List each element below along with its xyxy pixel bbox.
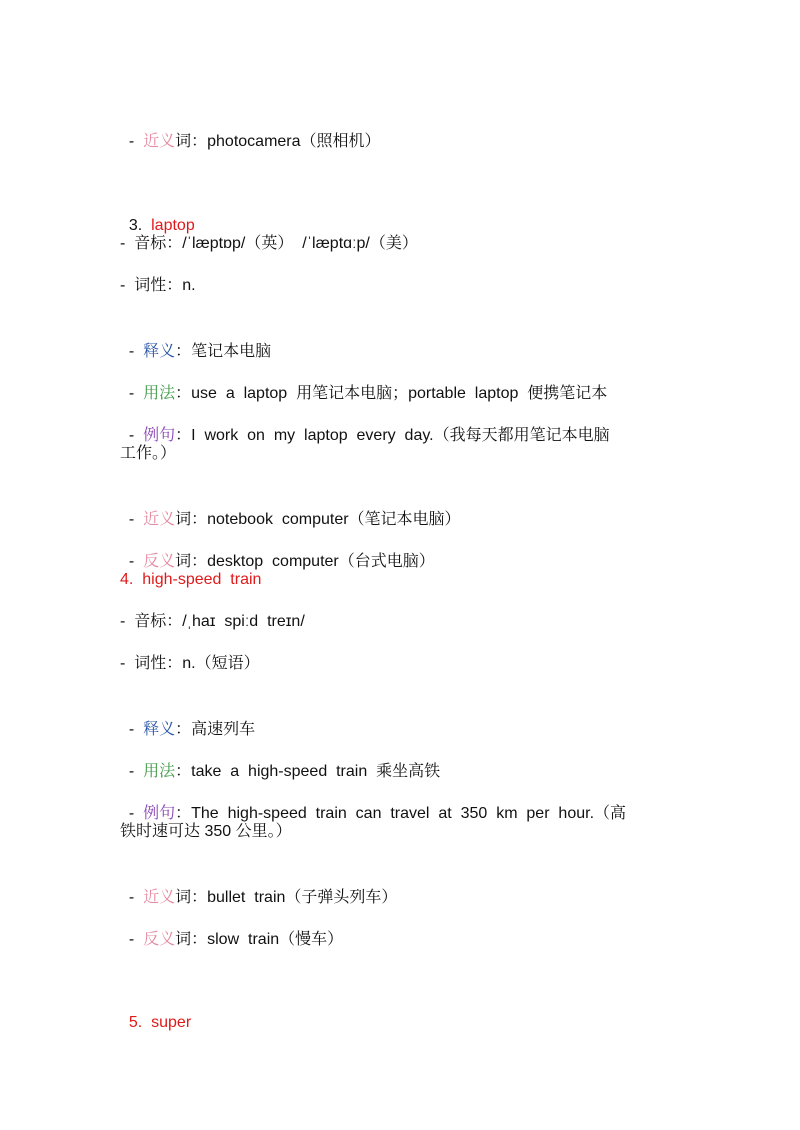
dash: - [128,931,144,948]
dash: - [128,721,144,738]
usage-text: ：take a high-speed train 乘坐高铁 [175,763,441,780]
dash: - [128,133,144,150]
synonym-label: 近义 [143,511,176,528]
laptop-synonym [120,484,461,532]
example-text: ：I work on my laptop every day.（我每天都用笔记本电脑 [175,427,610,444]
definition-label: 释义 [143,343,176,360]
antonym-label: 反义 [143,931,176,948]
dash: - [128,343,144,360]
laptop-usage [120,358,607,406]
dash: - [128,763,144,780]
section-word: laptop [151,217,195,234]
laptop-phonetic: - 音标：/ˈlæptɒp/（英） /ˈlæptɑːp/（美） [120,235,418,252]
dash: - [128,889,144,906]
dash: - [128,805,144,822]
train-definition [120,694,255,742]
section-3-title [120,190,195,238]
laptop-example [120,400,610,448]
dash: - [128,553,144,570]
definition-text: ：笔记本电脑 [175,343,272,360]
example-label: 例句 [143,805,176,822]
synonym-text: 词：photocamera（照相机） [175,133,381,150]
train-phonetic: - 音标：/ˌhaɪ spiːd treɪn/ [120,613,305,630]
example-label: 例句 [143,427,176,444]
train-example-continued: 铁时速可达 350 公里。） [120,823,292,840]
train-example [120,778,626,826]
section-number: 3. [128,217,152,234]
section-5-title [120,987,191,1035]
antonym-text: 词：slow train（慢车） [175,931,344,948]
example-text: ：The high-speed train can travel at 350 km per hour.（高 [175,805,627,822]
laptop-antonym [120,526,435,574]
synonym-label: 近义 [143,889,176,906]
laptop-definition [120,316,271,364]
synonym-text: 词：notebook computer（笔记本电脑） [175,511,461,528]
dash: - [128,385,144,402]
synonym-label: 近义 [143,133,176,150]
train-antonym [120,904,343,952]
laptop-example-continued: 工作。） [120,445,177,462]
definition-label: 释义 [143,721,176,738]
dash: - [128,511,144,528]
train-synonym [120,862,397,910]
usage-label: 用法 [143,763,176,780]
antonym-text: 词：desktop computer（台式电脑） [175,553,435,570]
section-4-title: 4. high-speed train [120,571,262,588]
section-number: 5. [128,1014,152,1031]
usage-text: ：use a laptop 用笔记本电脑；portable laptop 便携笔记本 [175,385,608,402]
definition-text: ：高速列车 [175,721,256,738]
laptop-pos: - 词性：n. [120,277,196,294]
dash: - [128,427,144,444]
section-word: super [151,1014,192,1031]
train-usage [120,736,440,784]
antonym-label: 反义 [143,553,176,570]
synonym-line-photocamera [120,106,381,154]
train-pos: - 词性：n.（短语） [120,655,260,672]
synonym-text: 词：bullet train（子弹头列车） [175,889,398,906]
usage-label: 用法 [143,385,176,402]
